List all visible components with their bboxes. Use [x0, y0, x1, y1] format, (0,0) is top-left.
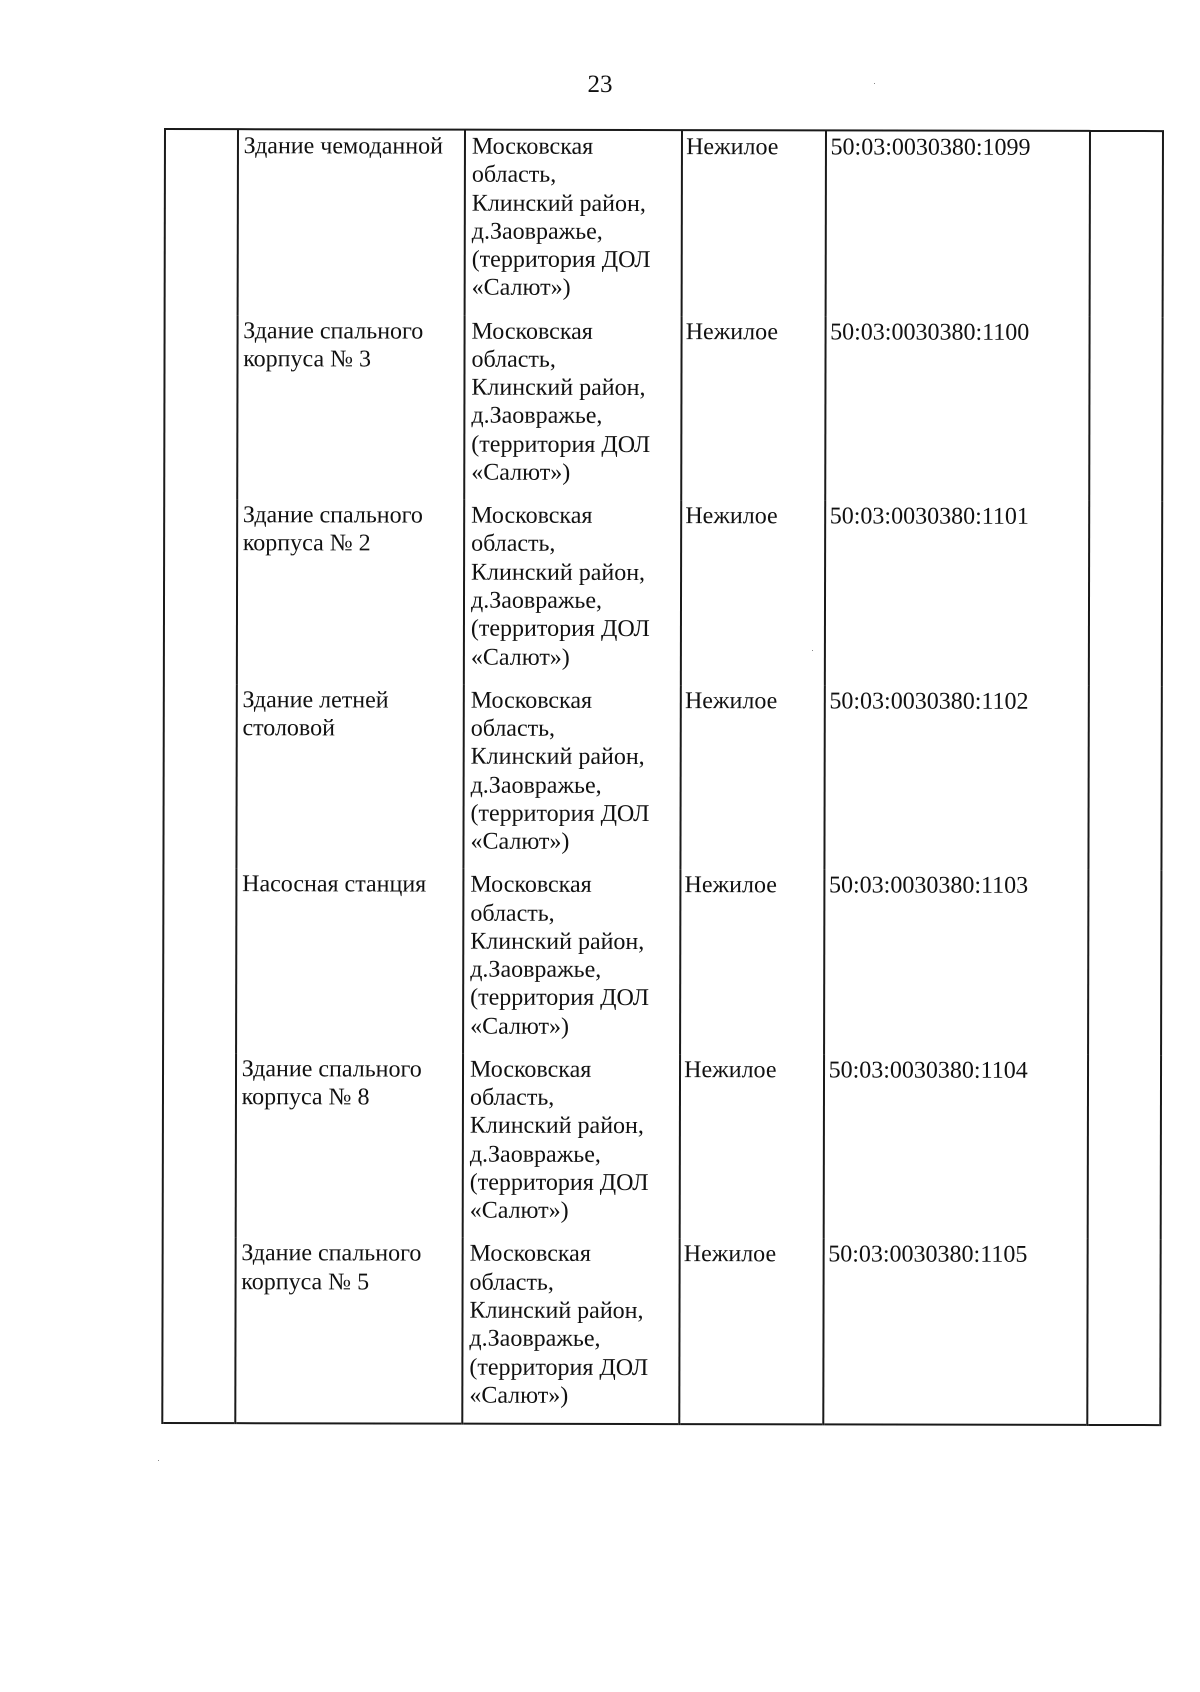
address-cell: [464, 500, 682, 685]
object-name-line: корпуса № 5: [241, 1268, 370, 1296]
address-line: «Салют»): [469, 1382, 569, 1409]
object-type-cell: [682, 130, 826, 316]
address-line: область,: [471, 161, 557, 189]
object-name-cell: [237, 129, 465, 315]
address-line: Московская: [469, 1056, 592, 1083]
address-line: (территория ДОЛ: [470, 985, 650, 1012]
object-name-line: Здание спального: [243, 317, 424, 345]
object-name-line: корпуса № 2: [242, 530, 371, 557]
address-line: Клинский район,: [471, 190, 646, 217]
address-line: Московская: [471, 133, 594, 160]
object-name-line: столовой: [242, 715, 335, 742]
address-line: Клинский район,: [469, 1297, 644, 1324]
object-type-text: Нежилое: [683, 1241, 777, 1268]
object-type-text: Нежилое: [684, 872, 777, 899]
address-cell: [463, 684, 681, 869]
address-cell: [464, 315, 682, 500]
object-type-cell: [681, 316, 825, 501]
page-number: 23: [587, 71, 613, 98]
object-name-line: Здание летней: [242, 686, 389, 714]
notes-cell: [1089, 317, 1162, 502]
scan-speck: [812, 650, 813, 651]
scan-speck: [158, 1460, 159, 1461]
row-number-cell: [164, 315, 237, 500]
address-line: Московская: [471, 318, 593, 345]
cadastral-number-text: 50:03:0030380:1100: [830, 318, 1030, 346]
address-line: Московская: [471, 502, 593, 530]
cadastral-number-text: 50:03:0030380:1105: [828, 1241, 1028, 1269]
object-name-cell: [235, 1238, 463, 1424]
row-number-cell: [162, 1237, 235, 1423]
object-type-cell: [681, 500, 825, 685]
object-name-cell: [236, 868, 464, 1053]
address-line: (территория ДОЛ: [470, 800, 650, 827]
address-line: д.Заовражье,: [469, 1325, 601, 1353]
address-line: Московская: [470, 871, 592, 899]
property-table-body: [162, 129, 1163, 1425]
address-line: «Салют»): [470, 644, 570, 671]
address-line: Московская: [469, 1241, 591, 1268]
scan-speck: [874, 83, 875, 84]
notes-cell: [1088, 1239, 1161, 1425]
address-line: д.Заовражье,: [469, 1141, 601, 1168]
object-type-text: Нежилое: [684, 1056, 777, 1084]
object-name-cell: [237, 499, 465, 684]
address-line: область,: [470, 900, 555, 927]
cadastral-number-cell: [825, 130, 1090, 316]
object-type-cell: [680, 1054, 824, 1239]
address-line: (территория ДОЛ: [469, 1354, 649, 1381]
address-line: Клинский район,: [470, 743, 645, 771]
address-cell: [463, 869, 681, 1054]
row-number-cell: [163, 1053, 236, 1238]
address-line: «Салют»): [471, 275, 571, 302]
cadastral-number-cell: [824, 685, 1089, 870]
address-line: (территория ДОЛ: [471, 431, 651, 458]
address-line: Клинский район,: [471, 374, 646, 402]
cadastral-number-text: 50:03:0030380:1101: [829, 503, 1029, 530]
address-line: д.Заовражье,: [471, 218, 603, 245]
address-cell: [465, 130, 683, 316]
object-type-text: Нежилое: [685, 503, 778, 530]
row-number-cell: [164, 499, 237, 684]
notes-cell: [1088, 870, 1161, 1055]
address-line: Клинский район,: [470, 928, 645, 955]
cadastral-number-text: 50:03:0030380:1099: [830, 134, 1031, 161]
cadastral-number-text: 50:03:0030380:1104: [828, 1057, 1028, 1084]
address-line: (территория ДОЛ: [469, 1169, 649, 1197]
property-table: [161, 128, 1164, 1426]
object-name-cell: [237, 315, 465, 500]
table-row: [163, 684, 1161, 871]
object-name-line: корпуса № 3: [243, 346, 372, 373]
address-line: область,: [469, 1084, 555, 1111]
address-line: (территория ДОЛ: [470, 615, 650, 643]
cadastral-number-cell: [823, 1239, 1088, 1425]
table-row: [165, 129, 1163, 317]
address-line: д.Заовражье,: [470, 956, 602, 984]
address-line: «Салют»): [470, 1013, 570, 1040]
object-name-line: Здание чемоданной: [243, 133, 443, 160]
object-name-line: корпуса № 8: [241, 1084, 370, 1111]
notes-cell: [1088, 1055, 1161, 1240]
address-line: «Салют»): [471, 459, 571, 486]
table-row: [164, 499, 1162, 686]
object-type-cell: [680, 869, 824, 1054]
row-number-cell: [163, 868, 236, 1053]
address-line: область,: [469, 1269, 554, 1296]
address-line: область,: [471, 531, 556, 558]
address-cell: [462, 1238, 680, 1424]
cadastral-number-cell: [825, 316, 1090, 501]
notes-cell: [1090, 131, 1163, 317]
table-row: [164, 315, 1162, 502]
notes-cell: [1089, 686, 1162, 871]
address-line: Московская: [470, 687, 593, 714]
row-number-cell: [165, 129, 238, 315]
object-name-line: Здание спального: [241, 1240, 422, 1267]
object-name-line: Здание спального: [242, 502, 423, 529]
object-type-cell: [681, 685, 825, 870]
object-name-cell: [236, 684, 464, 869]
object-name-cell: [235, 1053, 463, 1238]
cadastral-number-cell: [823, 1054, 1088, 1239]
table-row: [163, 868, 1161, 1055]
address-line: «Салют»): [470, 828, 570, 856]
address-line: д.Заовражье,: [471, 403, 603, 430]
address-line: «Салют»): [469, 1197, 569, 1225]
cadastral-number-text: 50:03:0030380:1102: [829, 688, 1029, 715]
object-type-text: Нежилое: [686, 134, 779, 161]
cadastral-number-cell: [824, 501, 1089, 686]
address-line: д.Заовражье,: [470, 772, 602, 799]
address-line: д.Заовражье,: [470, 587, 603, 614]
row-number-cell: [163, 684, 236, 869]
address-line: (территория ДОЛ: [471, 246, 651, 274]
object-name-line: Насосная станция: [242, 871, 427, 898]
notes-cell: [1089, 501, 1162, 686]
address-line: область,: [471, 346, 556, 373]
table-row: [163, 1053, 1161, 1240]
object-type-text: Нежилое: [685, 318, 779, 345]
address-line: Клинский район,: [469, 1113, 644, 1140]
cadastral-number-cell: [824, 870, 1089, 1055]
object-name-line: Здание спального: [241, 1055, 422, 1083]
address-line: Клинский район,: [471, 559, 646, 586]
address-cell: [463, 1053, 681, 1238]
address-line: область,: [470, 715, 556, 742]
cadastral-number-text: 50:03:0030380:1103: [828, 872, 1029, 900]
table-row: [162, 1237, 1160, 1425]
object-type-cell: [679, 1238, 823, 1424]
object-type-text: Нежилое: [684, 687, 778, 714]
